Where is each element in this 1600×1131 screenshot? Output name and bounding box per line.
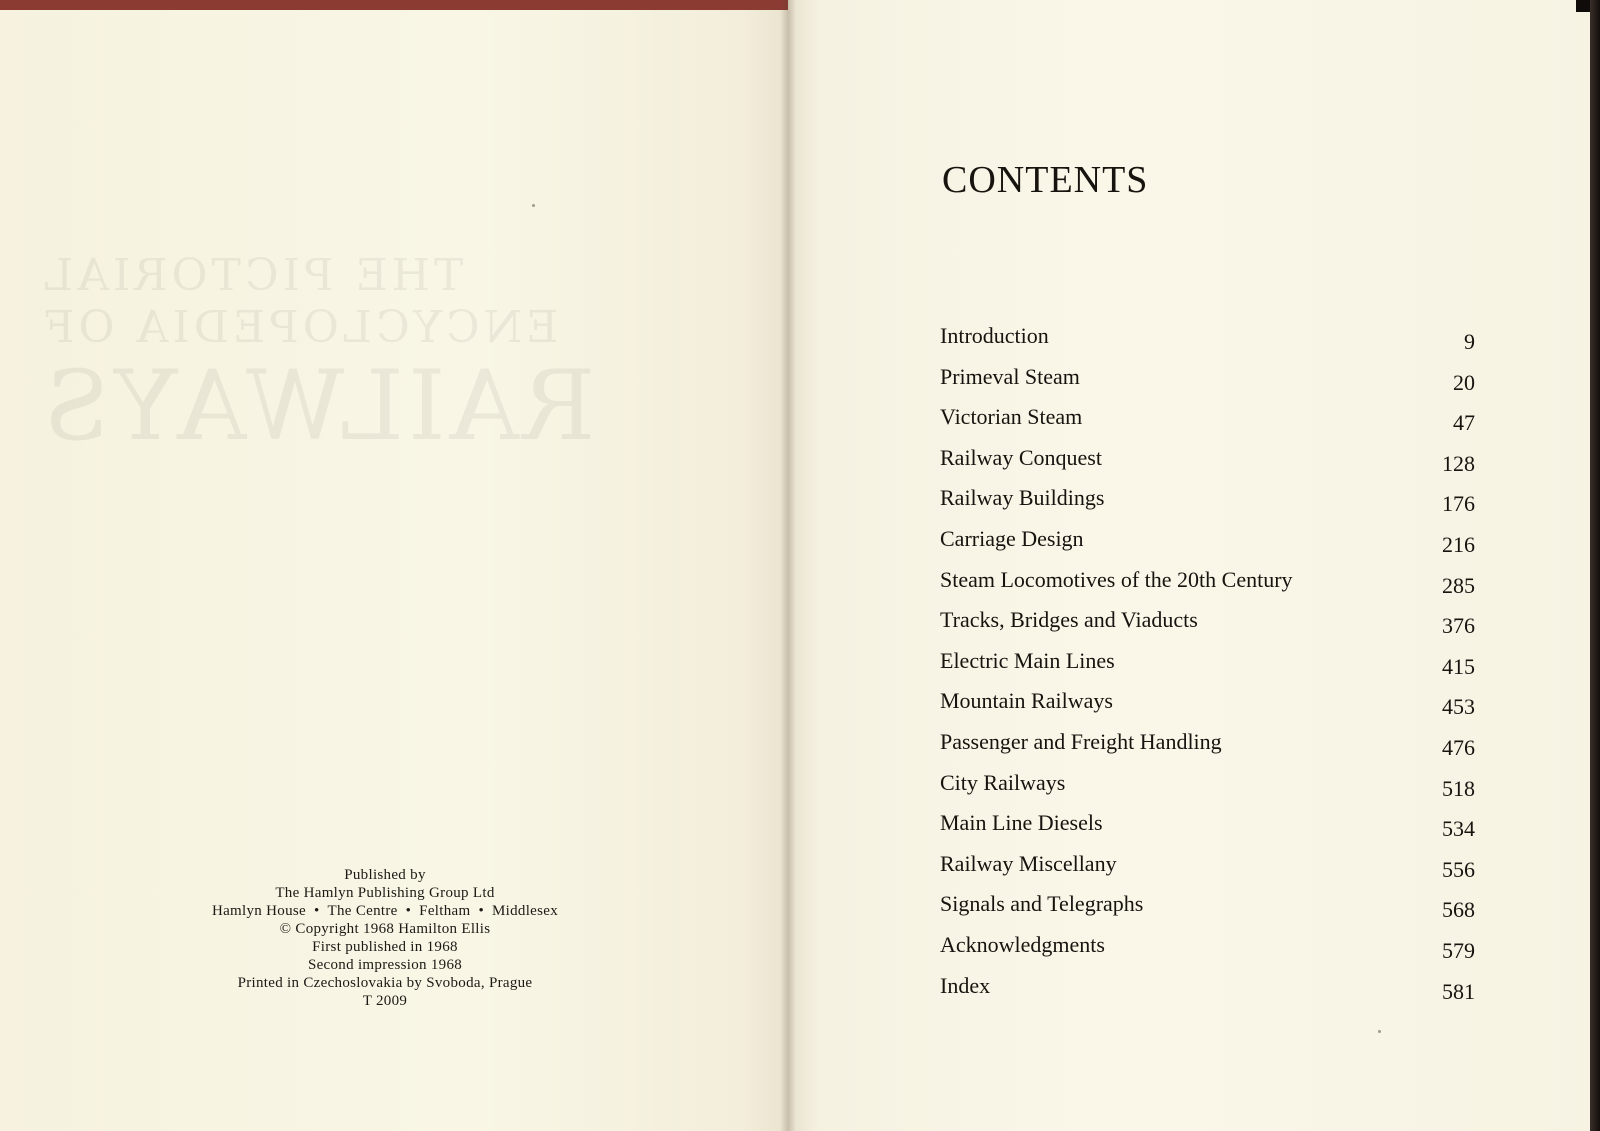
toc-entry (940, 728, 1475, 769)
toc-entry-page: 415 (1442, 653, 1475, 679)
toc-entry-page: 518 (1442, 775, 1475, 801)
print-code: T 2009 (362, 993, 408, 1009)
toc-entry-title: Railway Conquest (940, 444, 1102, 470)
toc-entry (940, 363, 1475, 404)
toc-entry-page: 581 (1442, 978, 1475, 1004)
contents-heading: CONTENTS (942, 159, 1149, 201)
toc-entry-title: Primeval Steam (940, 363, 1080, 389)
toc-entry-title: Signals and Telegraphs (940, 891, 1144, 917)
toc-entry-page: 9 (1464, 329, 1475, 354)
toc-entry (940, 444, 1475, 485)
toc-entry (940, 769, 1475, 810)
toc-entry-page: 128 (1442, 450, 1475, 476)
bullet: • (478, 903, 484, 919)
toc-entry-page: 376 (1442, 613, 1475, 639)
toc-entry-title: Electric Main Lines (940, 647, 1115, 673)
toc-entry-title: Passenger and Freight Handling (940, 728, 1222, 754)
toc-entry-page: 453 (1442, 694, 1475, 720)
toc-entry (940, 931, 1475, 972)
first-published: First published in 1968 (312, 939, 458, 955)
toc-entry (940, 850, 1475, 891)
ghost-line-3: RAILWAYS (40, 350, 596, 462)
bullet: • (313, 903, 320, 919)
title-page-show-through (40, 250, 600, 462)
toc-entry (940, 809, 1475, 850)
toc-entry-title: Victorian Steam (940, 404, 1083, 430)
toc-entry-page: 47 (1453, 410, 1475, 436)
toc-entry-page: 579 (1442, 937, 1475, 963)
toc-entry-title: Tracks, Bridges and Viaducts (940, 607, 1198, 633)
paper-speck (1378, 1030, 1381, 1033)
bullet: • (405, 903, 412, 919)
toc-entry (940, 403, 1475, 444)
toc-entry-page: 176 (1442, 491, 1475, 517)
toc-entry-title: Steam Locomotives of the 20th Century (940, 566, 1293, 592)
toc-entry-title: City Railways (940, 769, 1066, 795)
toc-entry-title: Mountain Railways (940, 688, 1113, 714)
toc-entry-title: Railway Miscellany (940, 850, 1117, 876)
toc-entry-page: 216 (1442, 531, 1475, 557)
left-page (0, 0, 788, 1131)
ghost-line-2: ENCYCLOPEDIA OF (40, 302, 559, 353)
address-part: The Centre (327, 903, 398, 919)
copyright-text: Copyright 1968 Hamilton Ellis (295, 921, 491, 937)
publisher-name: The Hamlyn Publishing Group Ltd (275, 885, 495, 901)
toc-entry (940, 972, 1475, 1013)
copyright-symbol: © (279, 921, 292, 937)
cover-edge-right (1590, 0, 1600, 1131)
toc-entry (940, 525, 1475, 566)
toc-entry-title: Introduction (940, 323, 1049, 348)
ghost-line-1: THE PICTORIAL (40, 250, 464, 301)
toc-entry-title: Main Line Diesels (940, 810, 1103, 836)
toc-entry-page: 534 (1442, 816, 1475, 842)
toc-entry-title: Carriage Design (940, 525, 1084, 551)
toc-entry-page: 568 (1442, 897, 1475, 923)
toc-entry (940, 687, 1475, 728)
toc-entry-page: 285 (1442, 572, 1475, 598)
toc-entry-title: Railway Buildings (940, 485, 1105, 511)
toc-entry-page: 556 (1442, 856, 1475, 882)
impression: Second impression 1968 (307, 957, 463, 973)
toc-entry (940, 566, 1475, 607)
table-of-contents (940, 322, 1475, 1012)
toc-entry-page: 476 (1442, 734, 1475, 760)
published-by: Published by (344, 867, 426, 883)
book-gutter (780, 0, 796, 1131)
address-part: Hamlyn House (211, 903, 306, 919)
address-part: Middlesex (492, 903, 559, 919)
address-part: Feltham (419, 903, 471, 919)
copyright-line (160, 920, 610, 938)
toc-entry-title: Index (940, 972, 991, 998)
printed-in: Printed in Czechoslovakia by Svoboda, Prague (237, 975, 533, 991)
toc-entry-page: 20 (1453, 369, 1475, 395)
toc-entry (940, 647, 1475, 688)
publisher-imprint (160, 866, 610, 1010)
publisher-address (160, 902, 610, 920)
paper-speck (532, 204, 535, 207)
toc-entry (940, 890, 1475, 931)
toc-entry (940, 322, 1475, 363)
toc-entry (940, 606, 1475, 647)
toc-entry (940, 484, 1475, 525)
toc-entry-title: Acknowledgments (940, 931, 1105, 957)
cover-edge-top-left (0, 0, 788, 10)
